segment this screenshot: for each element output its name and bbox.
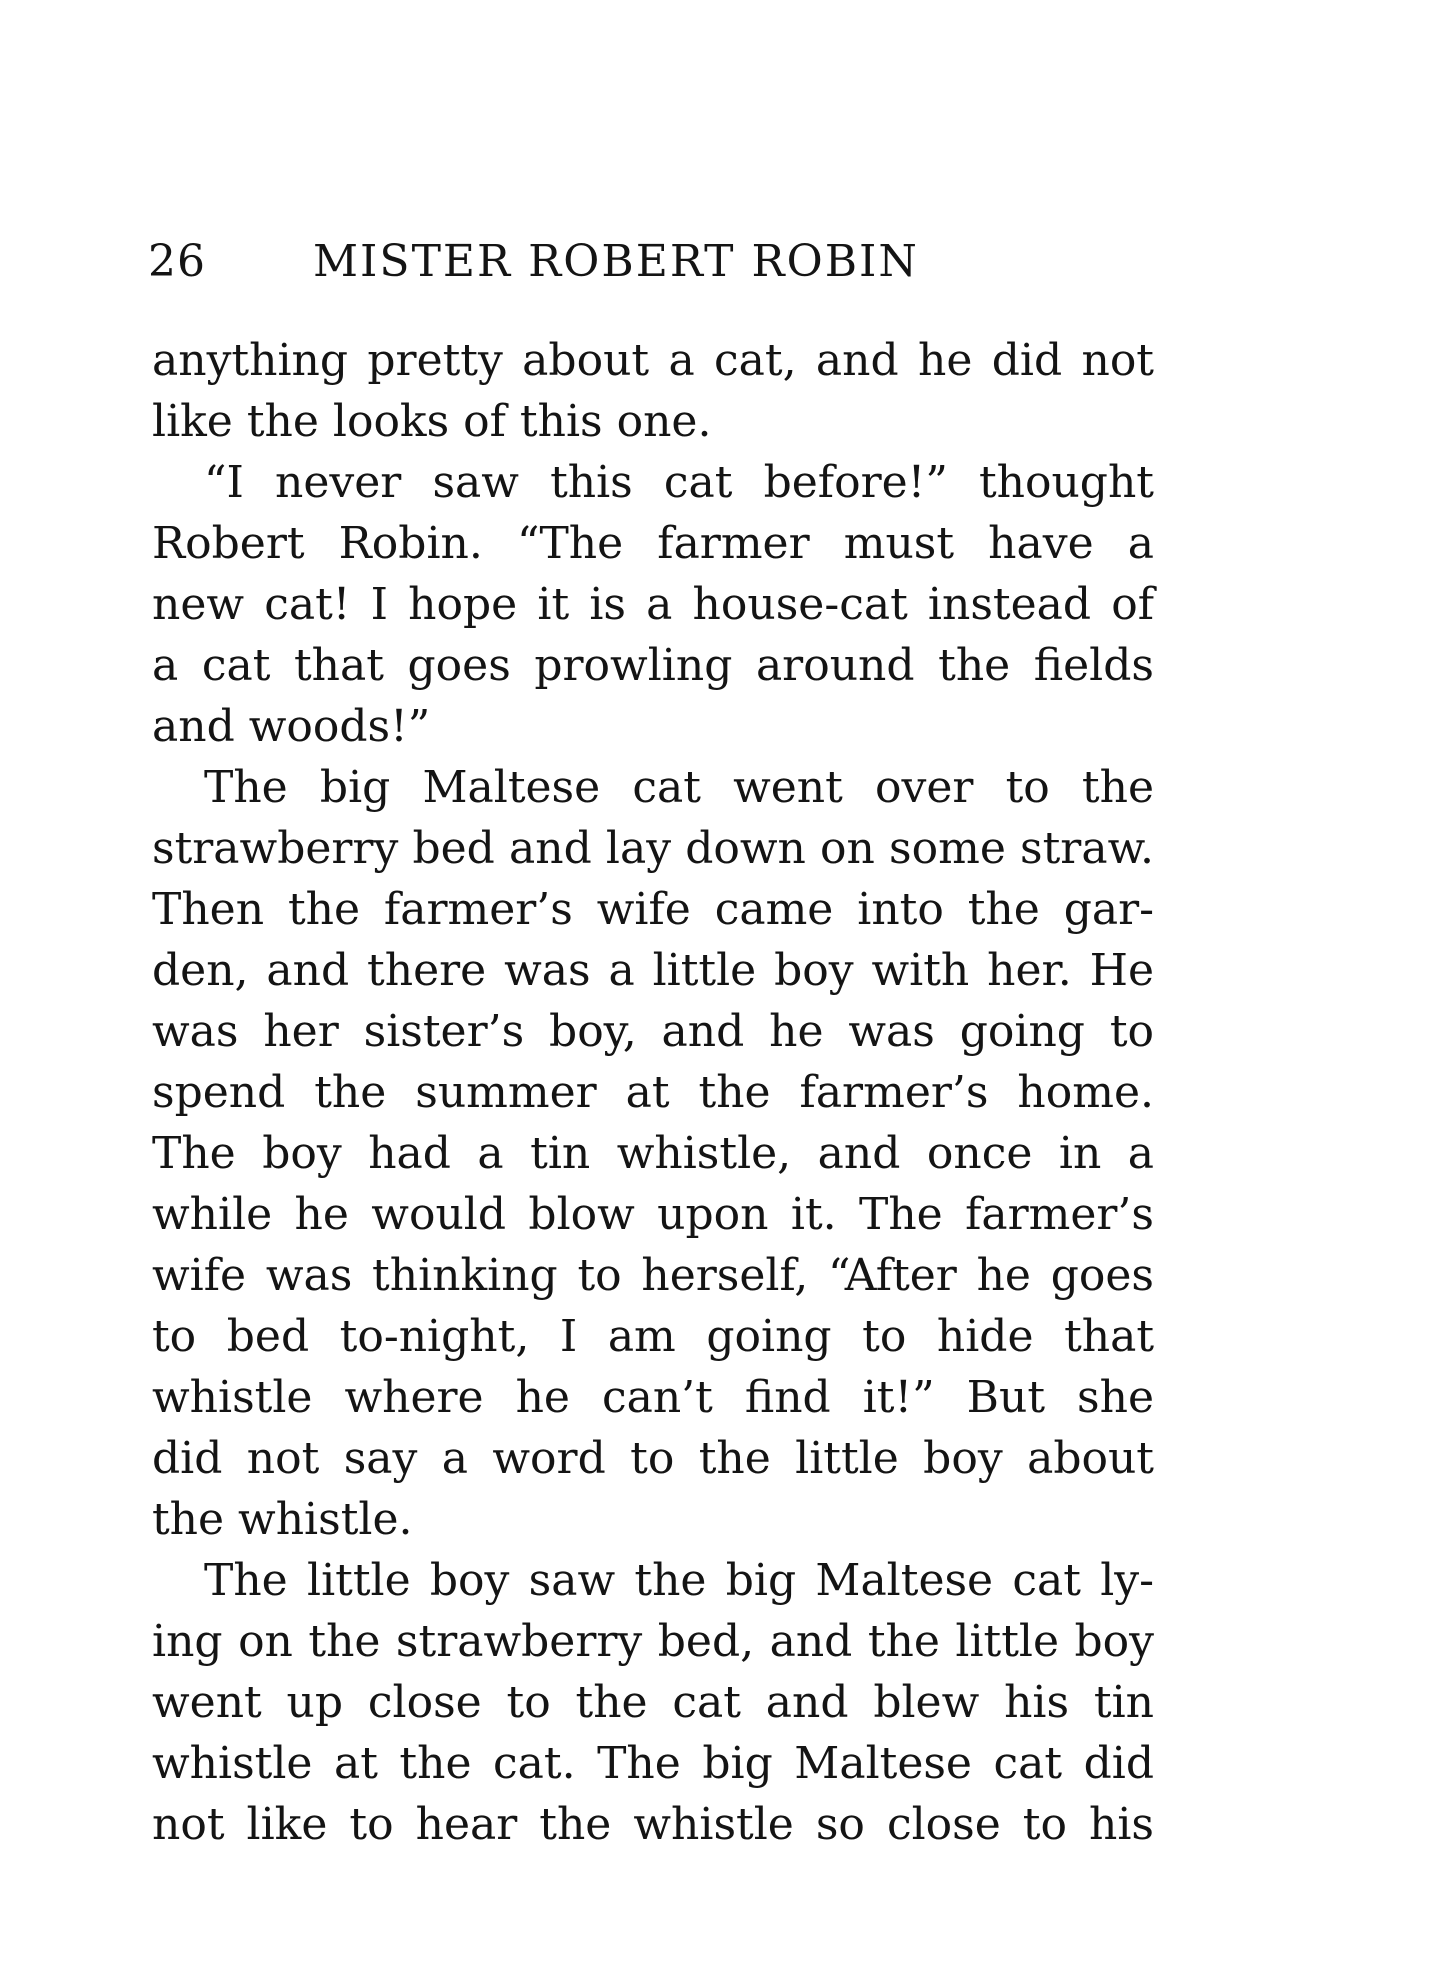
text-line: to bed to-night, I am going to hide that [152, 1311, 1154, 1362]
text-line: a cat that goes prowling around the fields [152, 640, 1154, 691]
text-line: and woods!” [152, 701, 431, 752]
running-head: MISTER ROBERT ROBIN [313, 236, 919, 287]
body-text [152, 330, 1154, 1855]
text-line: like the looks of this one. [152, 396, 712, 447]
text-line: went up close to the cat and blew his tin [152, 1677, 1154, 1728]
text-line: the whistle. [152, 1494, 413, 1545]
text-line: not like to hear the whistle so close to his [152, 1799, 1154, 1850]
text-line: The little boy saw the big Maltese cat ly- [204, 1555, 1154, 1606]
text-line: whistle at the cat. The big Maltese cat did [152, 1738, 1154, 1789]
page-header [148, 232, 1148, 292]
text-line: strawberry bed and lay down on some straw. [152, 823, 1154, 874]
text-line: while he would blow upon it. The farmer’s [152, 1189, 1154, 1240]
page-number: 26 [148, 236, 206, 287]
text-line: “I never saw this cat before!” thought [204, 457, 1154, 508]
text-line: The big Maltese cat went over to the [204, 762, 1154, 813]
text-line: spend the summer at the farmer’s home. [152, 1067, 1154, 1118]
text-line: ing on the strawberry bed, and the little boy [152, 1616, 1154, 1667]
text-line: den, and there was a little boy with her. He [152, 945, 1154, 996]
text-line: The boy had a tin whistle, and once in a [152, 1128, 1154, 1179]
text-line: wife was thinking to herself, “After he goes [152, 1250, 1154, 1301]
text-line: whistle where he can’t find it!” But she [152, 1372, 1154, 1423]
text-line: Robert Robin. “The farmer must have a [152, 518, 1154, 569]
text-line: did not say a word to the little boy about [152, 1433, 1154, 1484]
text-line: was her sister’s boy, and he was going to [152, 1006, 1154, 1057]
text-line: anything pretty about a cat, and he did not [152, 335, 1154, 386]
text-line: Then the farmer’s wife came into the gar- [152, 884, 1154, 935]
text-line: new cat! I hope it is a house-cat instead of [152, 579, 1154, 630]
